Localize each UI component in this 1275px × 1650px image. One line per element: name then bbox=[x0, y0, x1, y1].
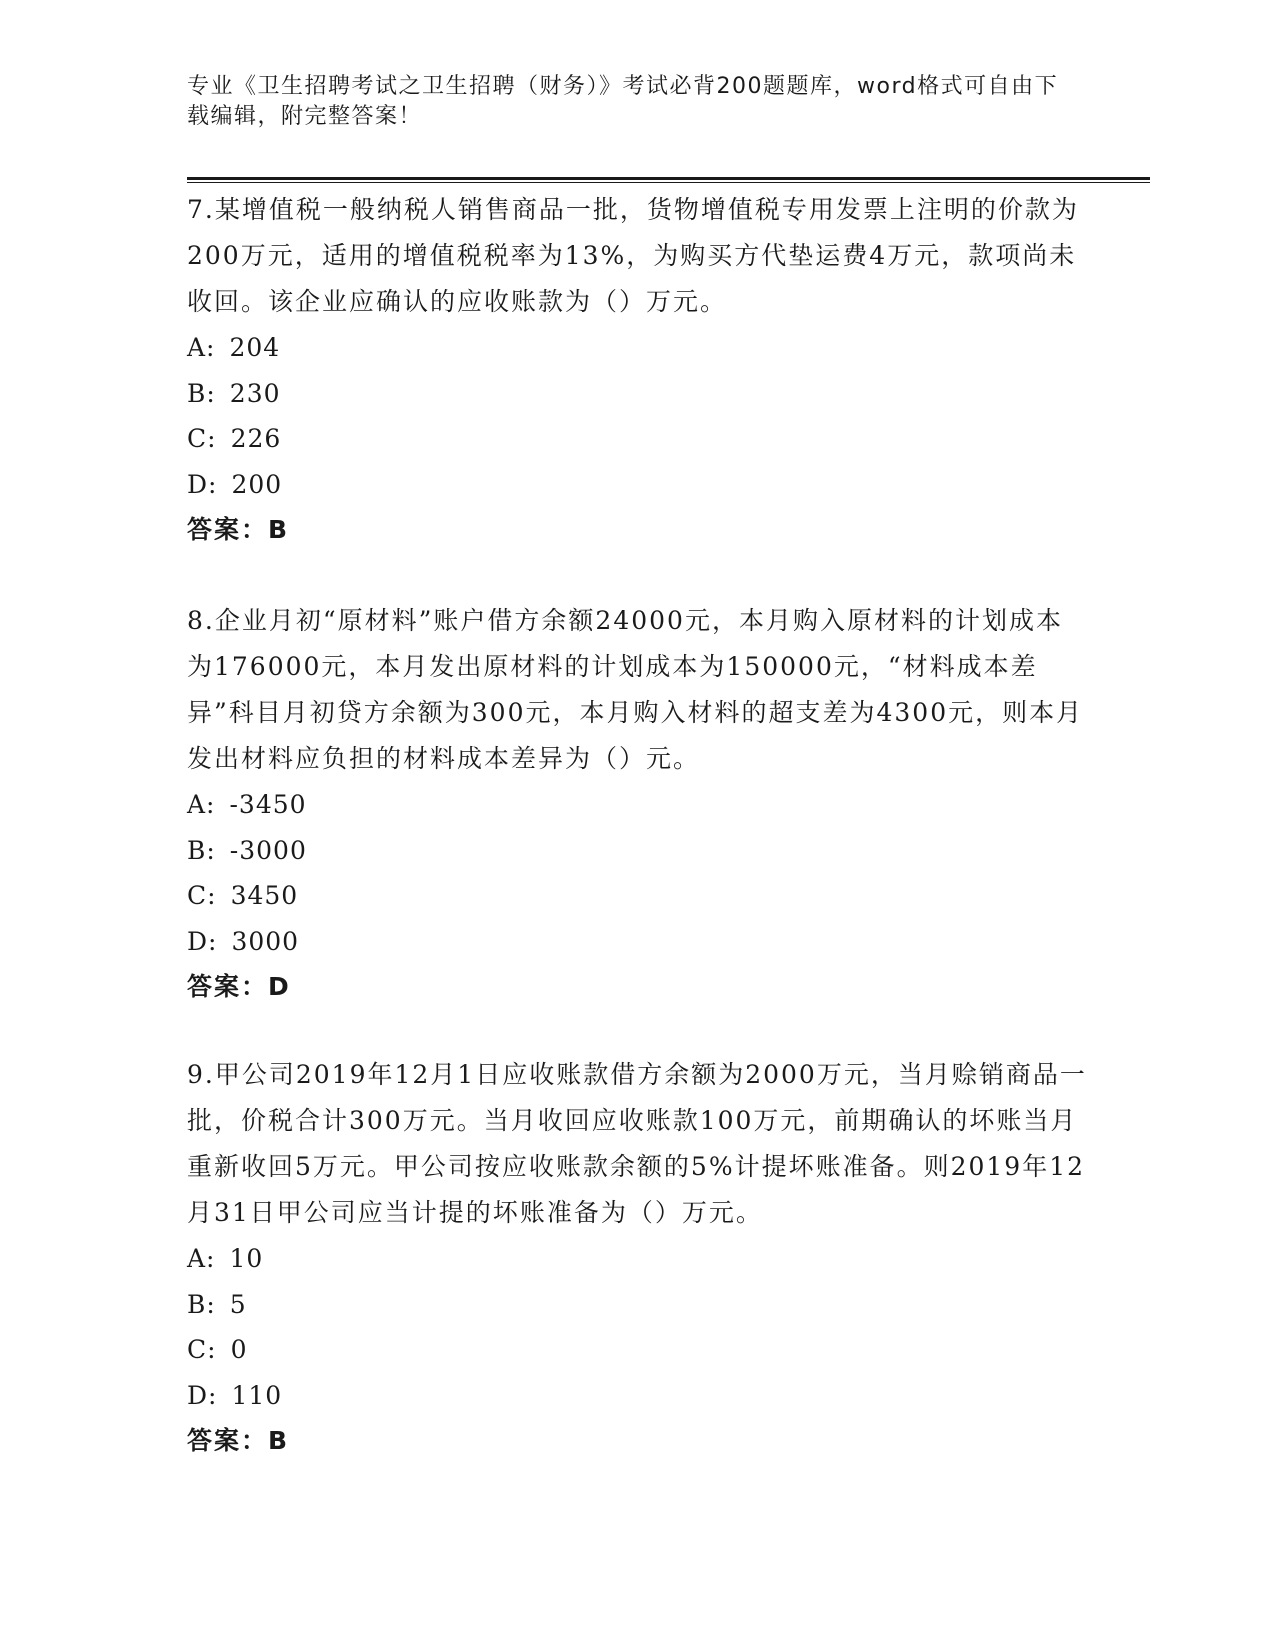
option-value: 3000 bbox=[231, 926, 300, 956]
option-letter: D: bbox=[187, 926, 218, 956]
option-a bbox=[187, 1236, 1087, 1282]
header-divider-thin bbox=[187, 182, 1150, 183]
option-letter: C: bbox=[187, 424, 217, 453]
option-b bbox=[187, 1282, 1087, 1328]
question-body: 甲公司2019年12月1日应收账款借方余额为2000万元，当月赊销商品一批，价税合计300万元。当月收回应收账款100万元，前期确认的坏账当月重新收回5万元。甲公司按应收账款余额的5%计提坏账准备。则2019年12月31日甲公司应当计提的坏账准备为（）万元。 bbox=[187, 1060, 1087, 1227]
option-value: 226 bbox=[230, 424, 282, 453]
option-d bbox=[187, 919, 1087, 965]
question-text bbox=[187, 1052, 1087, 1236]
option-c bbox=[187, 1327, 1087, 1373]
answer-line bbox=[187, 964, 1087, 1010]
option-value: 204 bbox=[229, 333, 281, 362]
option-b bbox=[187, 828, 1087, 874]
option-value: 110 bbox=[231, 1380, 283, 1410]
question-7 bbox=[187, 187, 1087, 553]
option-letter: A: bbox=[187, 790, 216, 819]
option-d bbox=[187, 462, 1087, 508]
option-letter: C: bbox=[187, 1335, 217, 1364]
option-a bbox=[187, 782, 1087, 828]
option-letter: D: bbox=[187, 1380, 218, 1410]
option-value: 5 bbox=[229, 1289, 247, 1319]
question-number: 9. bbox=[187, 1060, 215, 1089]
option-b bbox=[187, 371, 1087, 417]
option-a bbox=[187, 325, 1087, 371]
header-divider-thick bbox=[187, 177, 1150, 180]
question-text bbox=[187, 598, 1087, 782]
option-value: -3000 bbox=[229, 835, 307, 865]
question-number: 7. bbox=[187, 195, 215, 224]
answer-label: 答案： bbox=[187, 1426, 269, 1455]
question-body: 企业月初“原材料”账户借方余额24000元，本月购入原材料的计划成本为176000元，本月发出原材料的计划成本为150000元，“材料成本差异”科目月初贷方余额为300元，本月购入材料的超支差为4300元，则本月发出材料应负担的材料成本差异为（）元。 bbox=[187, 606, 1084, 773]
option-value: 230 bbox=[229, 378, 281, 408]
option-d bbox=[187, 1373, 1087, 1419]
answer-value: B bbox=[268, 1426, 290, 1455]
question-number: 8. bbox=[187, 606, 215, 635]
option-value: 0 bbox=[230, 1335, 248, 1364]
answer-line bbox=[187, 507, 1087, 553]
option-letter: B: bbox=[187, 378, 216, 408]
question-body: 某增值税一般纳税人销售商品一批，货物增值税专用发票上注明的价款为200万元，适用的增值税税率为13%，为购买方代垫运费4万元，款项尚未收回。该企业应确认的应收账款为（）万元。 bbox=[187, 195, 1079, 316]
option-value: 3450 bbox=[230, 881, 299, 910]
document-header: 专业《卫生招聘考试之卫生招聘（财务）》考试必背200题题库，word格式可自由下载编辑，附完整答案！ bbox=[187, 74, 1059, 129]
option-value: -3450 bbox=[229, 790, 307, 819]
option-letter: D: bbox=[187, 469, 218, 499]
option-letter: B: bbox=[187, 835, 216, 865]
answer-label: 答案： bbox=[187, 972, 269, 1001]
option-letter: A: bbox=[187, 333, 216, 362]
option-c bbox=[187, 416, 1087, 462]
option-value: 200 bbox=[231, 469, 283, 499]
question-text bbox=[187, 187, 1087, 325]
answer-label: 答案： bbox=[187, 515, 269, 544]
answer-line bbox=[187, 1418, 1087, 1464]
option-letter: C: bbox=[187, 881, 217, 910]
option-value: 10 bbox=[229, 1244, 264, 1273]
option-c bbox=[187, 873, 1087, 919]
answer-value: B bbox=[268, 515, 290, 544]
question-8 bbox=[187, 598, 1087, 1010]
question-9 bbox=[187, 1052, 1087, 1464]
option-letter: B: bbox=[187, 1289, 216, 1319]
answer-value: D bbox=[268, 972, 291, 1001]
option-letter: A: bbox=[187, 1244, 216, 1273]
